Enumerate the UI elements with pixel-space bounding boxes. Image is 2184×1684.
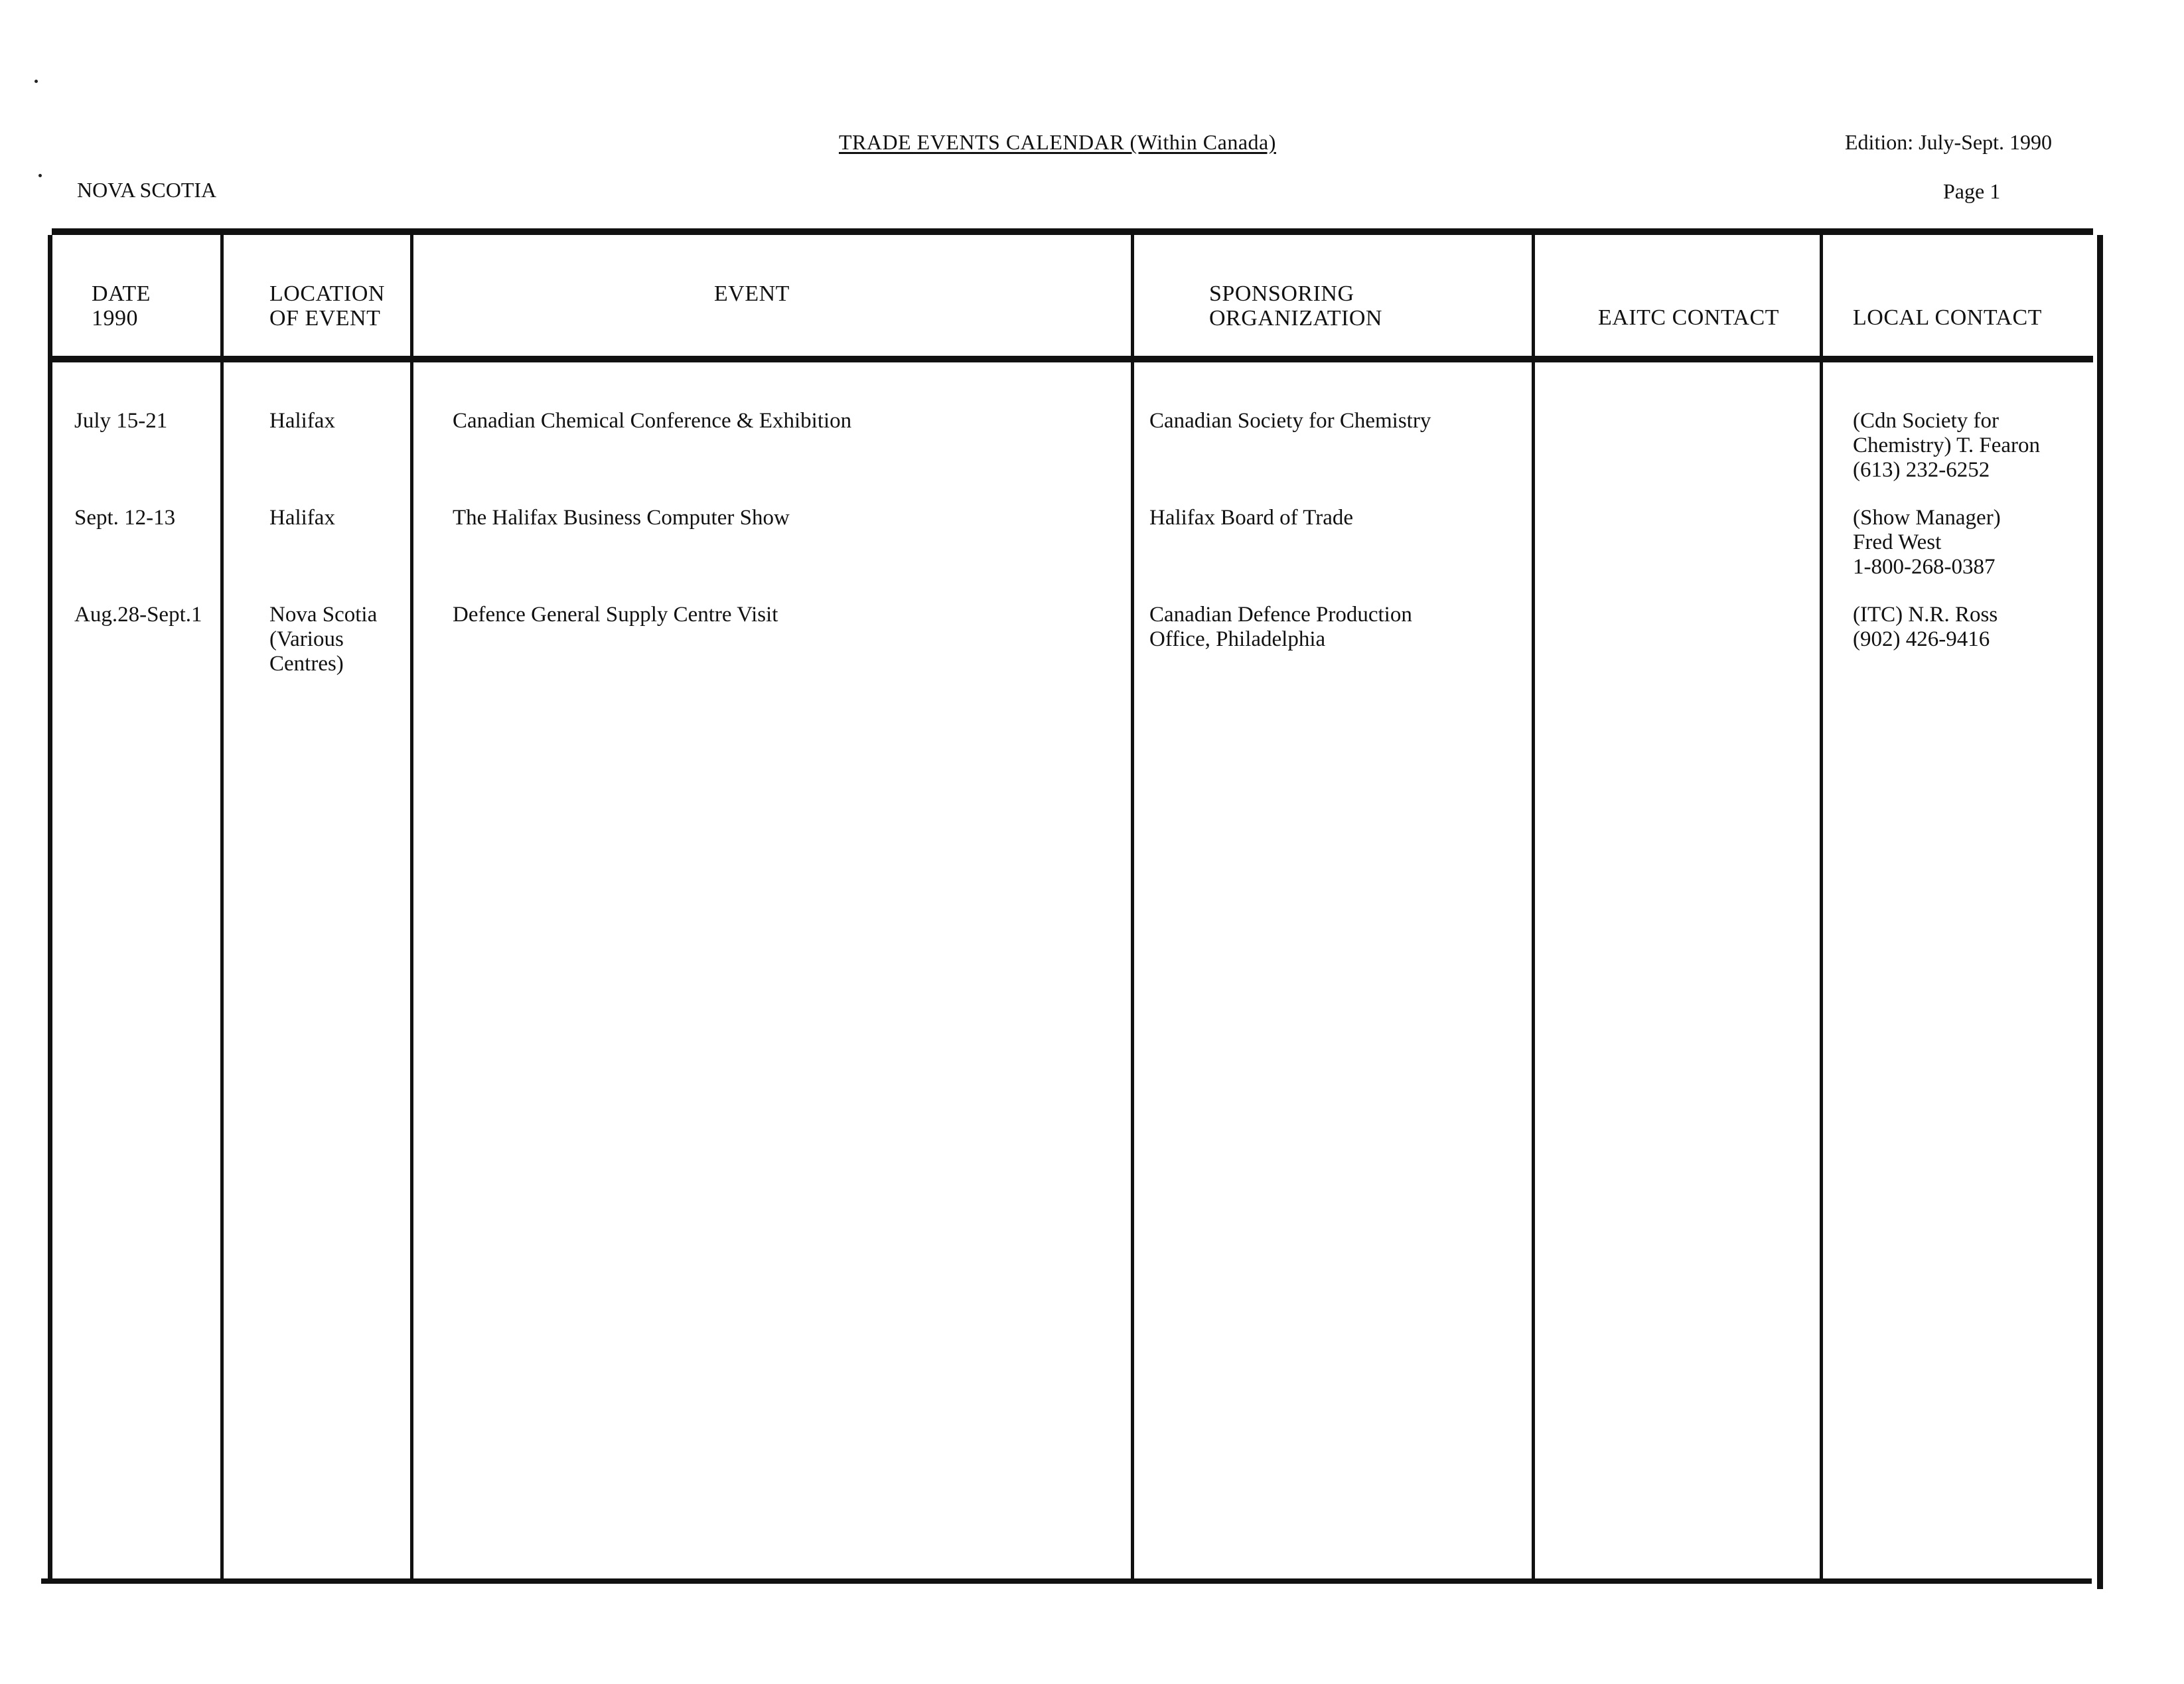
- column-divider: [1532, 235, 1535, 1580]
- table-bottom-rule: [41, 1578, 2092, 1584]
- cell-location: Halifax: [269, 506, 335, 530]
- column-header-event: EVENT: [714, 281, 790, 306]
- cell-date: Aug.28-Sept.1: [74, 603, 202, 627]
- cell-location: Halifax: [269, 409, 335, 433]
- cell-event: Defence General Supply Centre Visit: [453, 603, 778, 627]
- column-divider: [1820, 235, 1823, 1580]
- column-divider: [1131, 235, 1134, 1580]
- table-right-border: [2097, 235, 2103, 1589]
- column-divider: [410, 235, 413, 1580]
- cell-location: Nova Scotia (Various Centres): [269, 603, 378, 676]
- column-divider: [220, 235, 224, 1580]
- page-number: Page 1: [1943, 179, 2001, 203]
- cell-sponsor: Canadian Defence Production Office, Philadelphia: [1149, 603, 1412, 651]
- table-left-border: [48, 235, 52, 1580]
- column-header-eaitc-contact: EAITC CONTACT: [1598, 305, 1779, 330]
- edition-label: Edition: July-Sept. 1990: [1845, 130, 2052, 154]
- cell-event: Canadian Chemical Conference & Exhibition: [453, 409, 852, 433]
- cell-sponsor: Halifax Board of Trade: [1149, 506, 1354, 530]
- cell-local-contact: (Show Manager) Fred West 1-800-268-0387: [1853, 506, 2001, 579]
- table-top-rule: [52, 228, 2093, 235]
- cell-date: July 15-21: [74, 409, 168, 433]
- scan-speck: [38, 174, 42, 177]
- cell-date: Sept. 12-13: [74, 506, 176, 530]
- table-header-rule: [52, 356, 2093, 362]
- document-title: TRADE EVENTS CALENDAR (Within Canada): [839, 130, 1276, 154]
- province-heading: NOVA SCOTIA: [77, 178, 217, 202]
- scan-speck: [35, 80, 38, 83]
- cell-event: The Halifax Business Computer Show: [453, 506, 790, 530]
- column-header-local-contact: LOCAL CONTACT: [1853, 305, 2042, 330]
- cell-sponsor: Canadian Society for Chemistry: [1149, 409, 1431, 433]
- column-header-location: LOCATION OF EVENT: [269, 281, 385, 331]
- column-header-sponsoring-organization: SPONSORING ORGANIZATION: [1209, 281, 1382, 331]
- column-header-date: DATE 1990: [92, 281, 151, 331]
- cell-local-contact: (Cdn Society for Chemistry) T. Fearon (613) 232-6252: [1853, 409, 2040, 482]
- cell-local-contact: (ITC) N.R. Ross (902) 426-9416: [1853, 603, 1998, 651]
